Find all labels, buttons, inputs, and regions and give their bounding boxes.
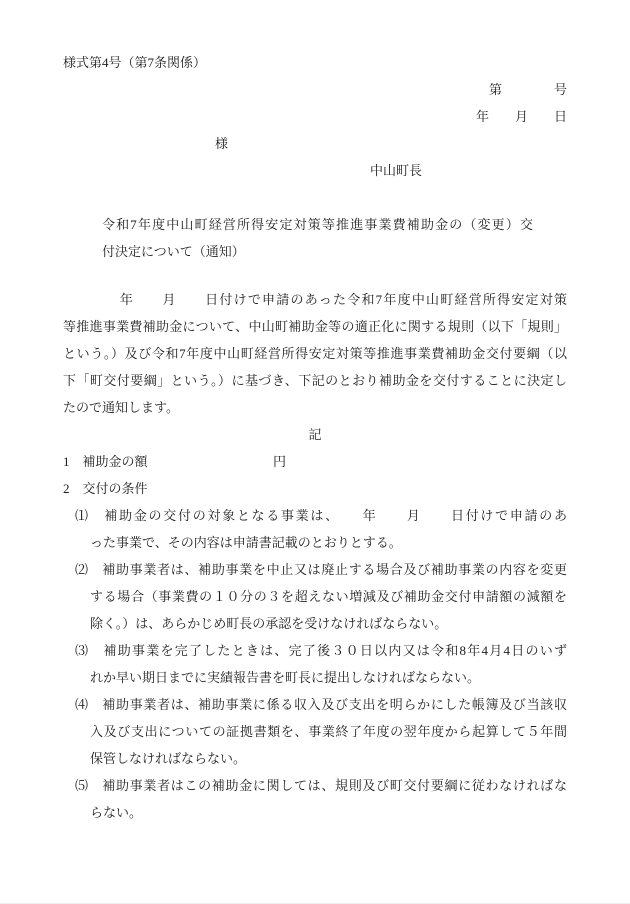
condition-5-line-2: らない。 (90, 805, 143, 820)
addressee-honorific: 様 (215, 136, 229, 151)
body-line-1: 年 月 日付けで申請のあった令和7年度中山町経営所得安定対策 (63, 292, 567, 307)
condition-3-line-2: れか早い期日までに実績報告書を町長に提出しなければならない。 (90, 670, 481, 685)
body-line-4: 下「町交付要綱」という。）に基づき、下記のとおり補助金を交付することに決定し (63, 373, 567, 388)
subsidy-amount-unit: 円 (273, 454, 287, 469)
body-line-3: という。）及び令和7年度中山町経営所得安定対策等推進事業費補助金交付要綱（以 (63, 346, 567, 361)
sender-name: 中山町長 (370, 163, 423, 178)
date-blank: 年 月 日 (475, 109, 567, 124)
condition-4-line-3: 保管しなければならない。 (90, 751, 247, 766)
condition-2-line-1: ⑵ 補助事業者は、補助事業を中止又は廃止する場合及び補助事業の内容を変更 (75, 562, 567, 577)
conditions-heading-row (63, 475, 567, 502)
item-number: 1 (63, 454, 70, 469)
condition-3-line-1: ⑶ 補助事業を完了したときは、完了後３０日以内又は令和8年4月4日のいず (75, 643, 567, 658)
title-line-1: 令和7年度中山町経営所得安定対策等推進事業費補助金の（変更）交 (102, 217, 533, 232)
condition-1-line-2: った事業で、その内容は申請書記載のとおりとする。 (90, 535, 402, 550)
body-paragraph (63, 286, 567, 421)
subsidy-amount-row (63, 448, 567, 475)
condition-4-line-2: 入及び支出についての証拠書類を、事業終了年度の翌年度から起算して５年間 (90, 724, 567, 739)
document-content (63, 49, 567, 826)
condition-2-line-2: する場合（事業費の１０分の３を超えない増減及び補助金交付申請額の減額を (90, 589, 567, 604)
condition-2-line-3: 除く。）は、あらかじめ町長の承認を受けなければならない。 (90, 616, 448, 631)
title-line-2: 付決定について（通知） (102, 244, 245, 259)
body-line-2: 等推進事業費補助金について、中山町補助金等の適正化に関する規則（以下「規則」 (63, 319, 567, 334)
conditions-list (63, 502, 567, 826)
body-line-5: たので通知します。 (63, 400, 179, 415)
spacer (63, 184, 567, 211)
subsidy-amount-label: 補助金の額 (82, 454, 148, 469)
spacer (63, 265, 567, 286)
condition-1-line-1: ⑴ 補助金の交付の対象となる事業は、 年 月 日付けで申請のあ (75, 508, 567, 523)
doc-number-blank: 第 号 (488, 82, 567, 97)
document-title (102, 211, 533, 265)
conditions-heading-label: 交付の条件 (82, 481, 148, 496)
condition-5-line-1: ⑸ 補助事業者はこの補助金に関しては、規則及び町交付要綱に従わなければな (75, 778, 567, 793)
condition-4-line-1: ⑷ 補助事業者は、補助事業に係る収入及び支出を明らかにした帳簿及び当該収 (75, 697, 567, 712)
form-label: 様式第4号（第7条関係） (63, 55, 207, 70)
item-number: 2 (63, 481, 70, 496)
record-marker: 記 (308, 427, 322, 442)
